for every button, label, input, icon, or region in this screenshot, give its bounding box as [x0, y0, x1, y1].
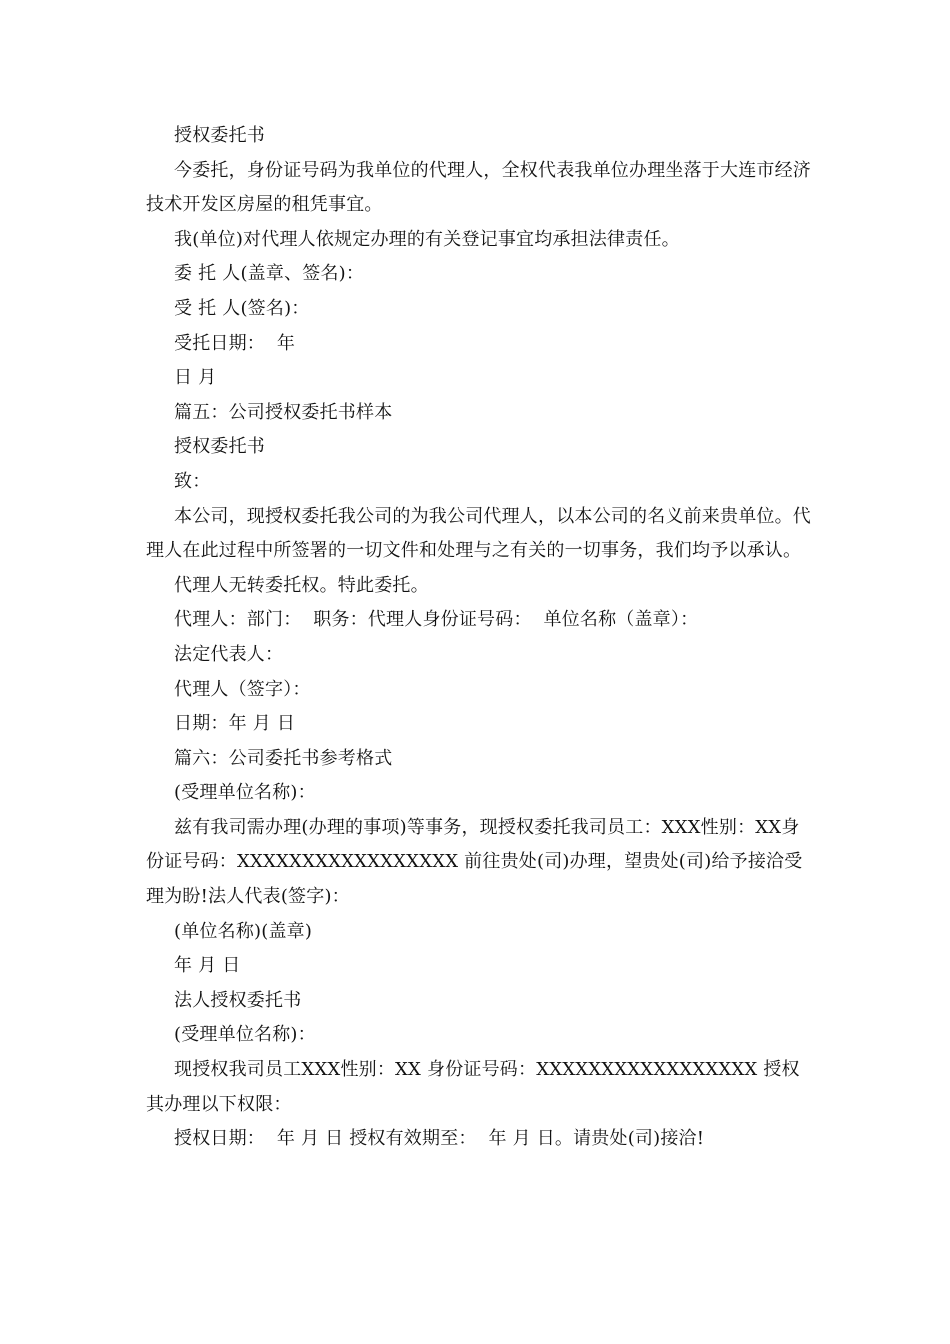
paragraph: 代理人：部门： 职务：代理人身份证号码： 单位名称（盖章）： — [174, 609, 699, 631]
paragraph: (单位名称)(盖章) — [174, 920, 313, 942]
paragraph: (受理单位名称)： — [174, 1024, 316, 1046]
paragraph-title: 法人授权委托书 — [174, 989, 302, 1011]
paragraph: 致： — [174, 470, 211, 492]
paragraph: 日 月 — [174, 367, 217, 389]
paragraph: 年 月 日 — [174, 955, 241, 977]
paragraph: 兹有我司需办理(办理的事项)等事务，现授权委托我司员工：XXX性别：XX身份证号码：XXXXXXXXXXXXXXXXX 前往贵处(司)办理，望贵处(司)给予接洽受理为盼!法人代表(签字)： — [146, 816, 803, 908]
paragraph: 委 托 人(盖章、签名)： — [174, 263, 365, 285]
paragraph: 代理人（签字）： — [174, 678, 311, 700]
paragraph: 法定代表人： — [174, 643, 284, 665]
paragraph-title: 授权委托书 — [174, 436, 265, 458]
paragraph: 代理人无转委托权。特此委托。 — [174, 574, 429, 596]
section-heading: 篇五：公司授权委托书样本 — [174, 401, 393, 423]
paragraph: 授权日期： 年 月 日 授权有效期至： 年 月 日。请贵处(司)接洽! — [174, 1128, 705, 1150]
paragraph: 日期：年 月 日 — [174, 713, 296, 735]
paragraph: 今委托，身份证号码为我单位的代理人，全权代表我单位办理坐落于大连市经济技术开发区房屋的租凭事宜。 — [146, 159, 811, 216]
paragraph: 我(单位)对代理人依规定办理的有关登记事宜均承担法律责任。 — [174, 228, 680, 250]
paragraph: (受理单位名称)： — [174, 782, 316, 804]
paragraph-title: 授权委托书 — [174, 125, 265, 146]
document-body — [146, 119, 811, 1157]
section-heading: 篇六：公司委托书参考格式 — [174, 747, 393, 769]
paragraph: 受 托 人(签名)： — [174, 297, 310, 319]
paragraph: 受托日期： 年 — [174, 332, 296, 354]
paragraph: 现授权我司员工XXX性别：XX 身份证号码：XXXXXXXXXXXXXXXXX 授权其办理以下权限： — [146, 1059, 800, 1115]
paragraph: 本公司，现授权委托我公司的为我公司代理人，以本公司的名义前来贵单位。代理人在此过程中所签署的一切文件和处理与之有关的一切事务，我们均予以承认。 — [146, 505, 811, 562]
